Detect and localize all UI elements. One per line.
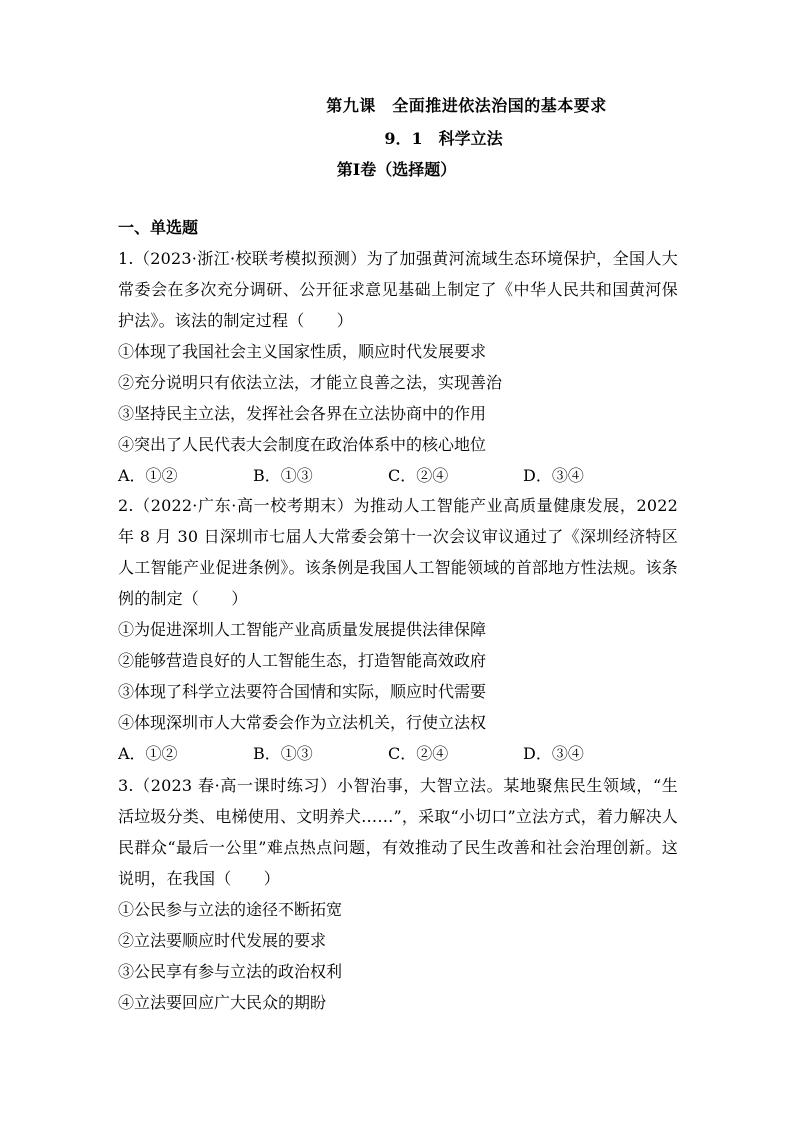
question-3-option-4: ④立法要回应广大民众的期盼: [118, 993, 327, 1012]
question-3: [118, 770, 678, 1018]
question-1-stem: 1.（2023·浙江·校联考模拟预测）为了加强黄河流域生态环境保护，全国人大常委会在多次充分调研、公开征求意见基础上制定了《中华人民共和国黄河保护法》。该法的制定过程（ ）: [118, 249, 678, 330]
question-type-heading: 一、单选题: [118, 218, 199, 237]
question-2-option-3: ③体现了科学立法要符合国情和实际，顺应时代需要: [118, 682, 487, 701]
question-1-choice-c: C．②④: [388, 466, 449, 485]
question-2-choice-a: A．①②: [118, 744, 178, 763]
question-3-option-3: ③公民享有参与立法的政治权利: [118, 962, 343, 981]
question-2-stem: 2.（2022·广东·高一校考期末）为推动人工智能产业高质量健康发展，2022 年 8 月 30 日深圳市七届人大常委会第十一次会议审议通过了《深圳经济特区人工智能产业促进条例》。该条例是我国人工智能领域的首部地方性法规。该条例的制定（ ）: [118, 496, 678, 608]
question-2-option-1: ①为促进深圳人工智能产业高质量发展提供法律保障: [118, 620, 487, 639]
question-3-stem: 3.（2023 春·高一课时练习）小智治事，大智立法。某地聚焦民生领域，“生活垃圾分类、电梯使用、文明养犬……”，采取“小切口”立法方式，着力解决人民群众“最后一公里”难点热点问题，有效推动了民生改善和社会治理创新。这说明，在我国（ ）: [118, 776, 678, 888]
question-2: [118, 490, 678, 769]
question-1-option-1: ①体现了我国社会主义国家性质，顺应时代发展要求: [118, 342, 487, 361]
question-3-option-1: ①公民参与立法的途径不断拓宽: [118, 900, 343, 919]
question-1-option-3: ③坚持民主立法，发挥社会各界在立法协商中的作用: [118, 404, 487, 423]
question-1-choices: [118, 460, 658, 491]
question-1-choice-a: A．①②: [118, 466, 178, 485]
question-1-choice-d: D．③④: [523, 466, 584, 485]
question-1-choice-b: B．①③: [253, 466, 313, 485]
question-3-option-2: ②立法要顺应时代发展的要求: [118, 931, 327, 950]
question-2-choices: [118, 738, 658, 769]
lesson-title: 第九课 全面推进依法治国的基本要求: [326, 96, 607, 115]
question-2-option-4: ④体现深圳市人大常委会作为立法机关，行使立法权: [118, 713, 487, 732]
section-subtitle: 9．1 科学立法: [384, 129, 503, 148]
volume-heading: 第I卷（选择题）: [336, 160, 457, 179]
question-1: [118, 243, 678, 491]
question-2-choice-c: C．②④: [388, 744, 449, 763]
question-2-option-2: ②能够营造良好的人工智能生态，打造智能高效政府: [118, 651, 487, 670]
question-1-option-2: ②充分说明只有依法立法，才能立良善之法，实现善治: [118, 373, 503, 392]
question-2-choice-b: B．①③: [253, 744, 313, 763]
question-1-option-4: ④突出了人民代表大会制度在政治体系中的核心地位: [118, 435, 487, 454]
question-2-choice-d: D．③④: [523, 744, 584, 763]
